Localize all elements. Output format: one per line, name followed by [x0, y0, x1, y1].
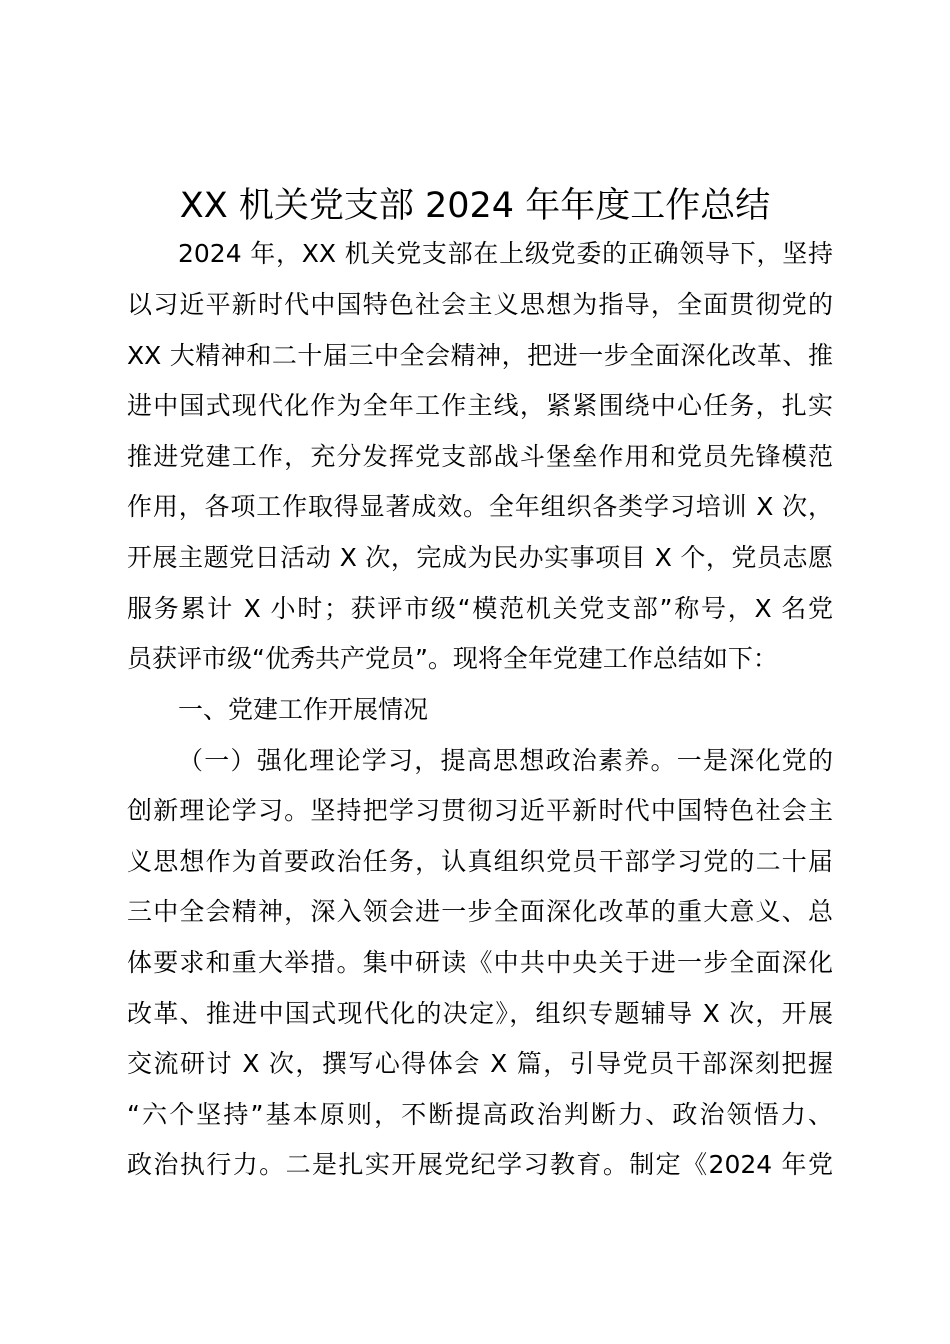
paragraph-line: 服务累计 X 小时；获评市级“模范机关党支部”称号，X 名党 — [127, 594, 833, 623]
paragraph-line: “六个坚持”基本原则，不断提高政治判断力、政治领悟力、 — [127, 1100, 833, 1129]
paragraph-line: 开展主题党日活动 X 次，完成为民办实事项目 X 个，党员志愿 — [127, 543, 833, 572]
paragraph-line: 交流研讨 X 次，撰写心得体会 X 篇，引导党员干部深刻把握 — [127, 1049, 833, 1078]
paragraph-line: 进中国式现代化作为全年工作主线，紧紧围绕中心任务，扎实 — [127, 391, 833, 420]
paragraph-line: 员获评市级“优秀共产党员”。现将全年党建工作总结如下： — [127, 644, 778, 673]
section-heading: 一、党建工作开展情况 — [178, 695, 429, 724]
paragraph-line: 2024 年，XX 机关党支部在上级党委的正确领导下，坚持 — [178, 239, 833, 268]
paragraph-line: 作用，各项工作取得显著成效。全年组织各类学习培训 X 次， — [127, 492, 833, 521]
paragraph-line: 以习近平新时代中国特色社会主义思想为指导，全面贯彻党的 — [127, 290, 833, 319]
paragraph-line: 推进党建工作，充分发挥党支部战斗堡垒作用和党员先锋模范 — [127, 442, 833, 471]
paragraph-line: 体要求和重大举措。集中研读《中共中央关于进一步全面深化 — [127, 948, 833, 977]
document-title: XX 机关党支部 2024 年年度工作总结 — [179, 186, 771, 226]
paragraph-line: 创新理论学习。坚持把学习贯彻习近平新时代中国特色社会主 — [127, 796, 833, 825]
paragraph-line: （一）强化理论学习，提高思想政治素养。一是深化党的 — [178, 746, 833, 775]
paragraph-line: 改革、推进中国式现代化的决定》，组织专题辅导 X 次，开展 — [127, 999, 833, 1028]
paragraph-line: 政治执行力。二是扎实开展党纪学习教育。制定《2024 年党 — [127, 1150, 833, 1179]
paragraph-line: XX 大精神和二十届三中全会精神，把进一步全面深化改革、推 — [127, 341, 833, 370]
paragraph-line: 义思想作为首要政治任务，认真组织党员干部学习党的二十届 — [127, 847, 833, 876]
paragraph-line: 三中全会精神，深入领会进一步全面深化改革的重大意义、总 — [127, 897, 833, 926]
